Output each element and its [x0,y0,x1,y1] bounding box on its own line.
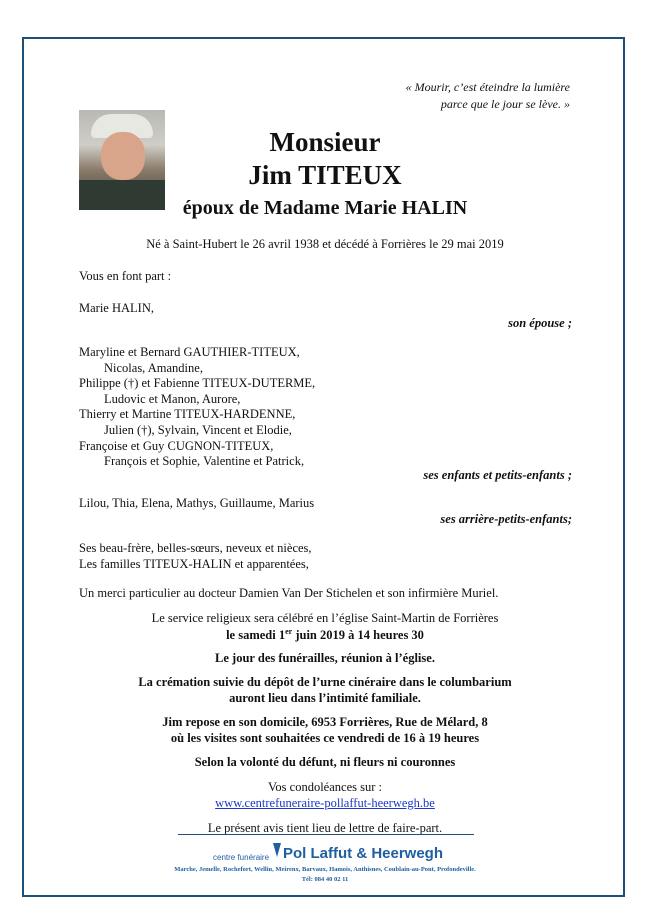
footer-towns: Marche, Jemelle, Rochefort, Wellin, Meirenx, Barvaux, Hamois, Anthisnes, Coublain-au-Pont, Profondeville. [174,866,476,873]
service-date [0,627,650,643]
list-item: François et Sophie, Valentine et Patrick, [104,454,305,469]
deceased-name: Jim TITEUX [248,160,402,190]
cremation-text [0,675,650,706]
service-date-post: juin 2019 à 14 heures 30 [292,628,424,643]
condolences-link-wrap [0,796,650,811]
spouse-role: son épouse ; [508,316,572,330]
service-date-pre: le samedi 1 [226,628,286,643]
list-item: Julien (†), Sylvain, Vincent et Elodie, [104,422,292,437]
list-item: Maryline et Bernard GAUTHIER-TITEUX, [79,345,300,359]
epigraph-quote [406,79,570,113]
reunion-text: Le jour des funérailles, réunion à l’église. [215,651,435,665]
list-item: Nicolas, Amandine, [104,360,203,375]
spouse-heading: époux de Madame Marie HALIN [182,197,468,219]
children-list [79,345,315,470]
cremation-line-2: auront lieu dans l’intimité familiale. [229,690,421,705]
flowers-wish: Selon la volonté du défunt, ni fleurs ni couronnes [194,755,456,769]
funeral-logo-icon [273,843,281,857]
list-item: Thierry et Martine TITEUX-HARDENNE, [79,407,296,422]
list-item: Françoise et Guy CUGNON-TITEUX, [79,438,274,453]
list-item: Philippe (†) et Fabienne TITEUX-DUTERME, [79,376,316,391]
quote-line-2: parce que le jour se lève. » [440,97,570,111]
list-item: Ludovic et Manon, Aurore, [104,391,241,406]
children-role: ses enfants et petits-enfants ; [423,468,572,482]
visit-line-1: Jim repose en son domicile, 6953 Forrières, Rue de Mélard, 8 [162,715,488,729]
intro-text: Vous en font part : [79,269,172,283]
service-date-sup: er [285,627,293,636]
visit-text [0,715,650,746]
great-grandchildren-role: ses arrière-petits-enfants; [440,512,572,526]
notice-text: Le présent avis tient lieu de lettre de faire-part. [207,821,443,835]
great-grandchildren-names: Lilou, Thia, Elena, Mathys, Guillaume, Marius [79,496,315,510]
condolences-label: Vos condoléances sur : [268,780,382,794]
footer-divider [178,834,474,835]
condolences-link[interactable]: www.centrefuneraire-pollaffut-heerwegh.be [215,796,435,810]
footer-logo-brand: Pol Laffut & Heerwegh [283,845,444,862]
visit-line-2: où les visites sont souhaitées ce vendredi de 16 à 19 heures [170,730,480,745]
quote-line-1: « Mourir, c’est éteindre la lumière [405,80,570,94]
footer-logo-small: centre funéraire [213,853,270,862]
footer-phone: Tél: 084 40 02 11 [301,876,349,883]
service-line: Le service religieux sera célébré en l’église Saint-Martin de Forrières [151,611,499,625]
family-line-2: Les familles TITEUX-HALIN et apparentées, [79,556,309,571]
spouse-name: Marie HALIN, [79,301,154,315]
cremation-line-1: La crémation suivie du dépôt de l’urne cinéraire dans le columbarium [138,675,512,689]
thanks-text: Un merci particulier au docteur Damien Van Der Stichelen et son infirmière Muriel. [79,586,499,600]
family-line-1: Ses beau-frère, belles-sœurs, neveux et nièces, [79,541,312,555]
page-title: Monsieur [269,127,381,157]
birth-death-line: Né à Saint-Hubert le 26 avril 1938 et décédé à Forrières le 29 mai 2019 [146,237,504,251]
extended-family [79,541,312,572]
